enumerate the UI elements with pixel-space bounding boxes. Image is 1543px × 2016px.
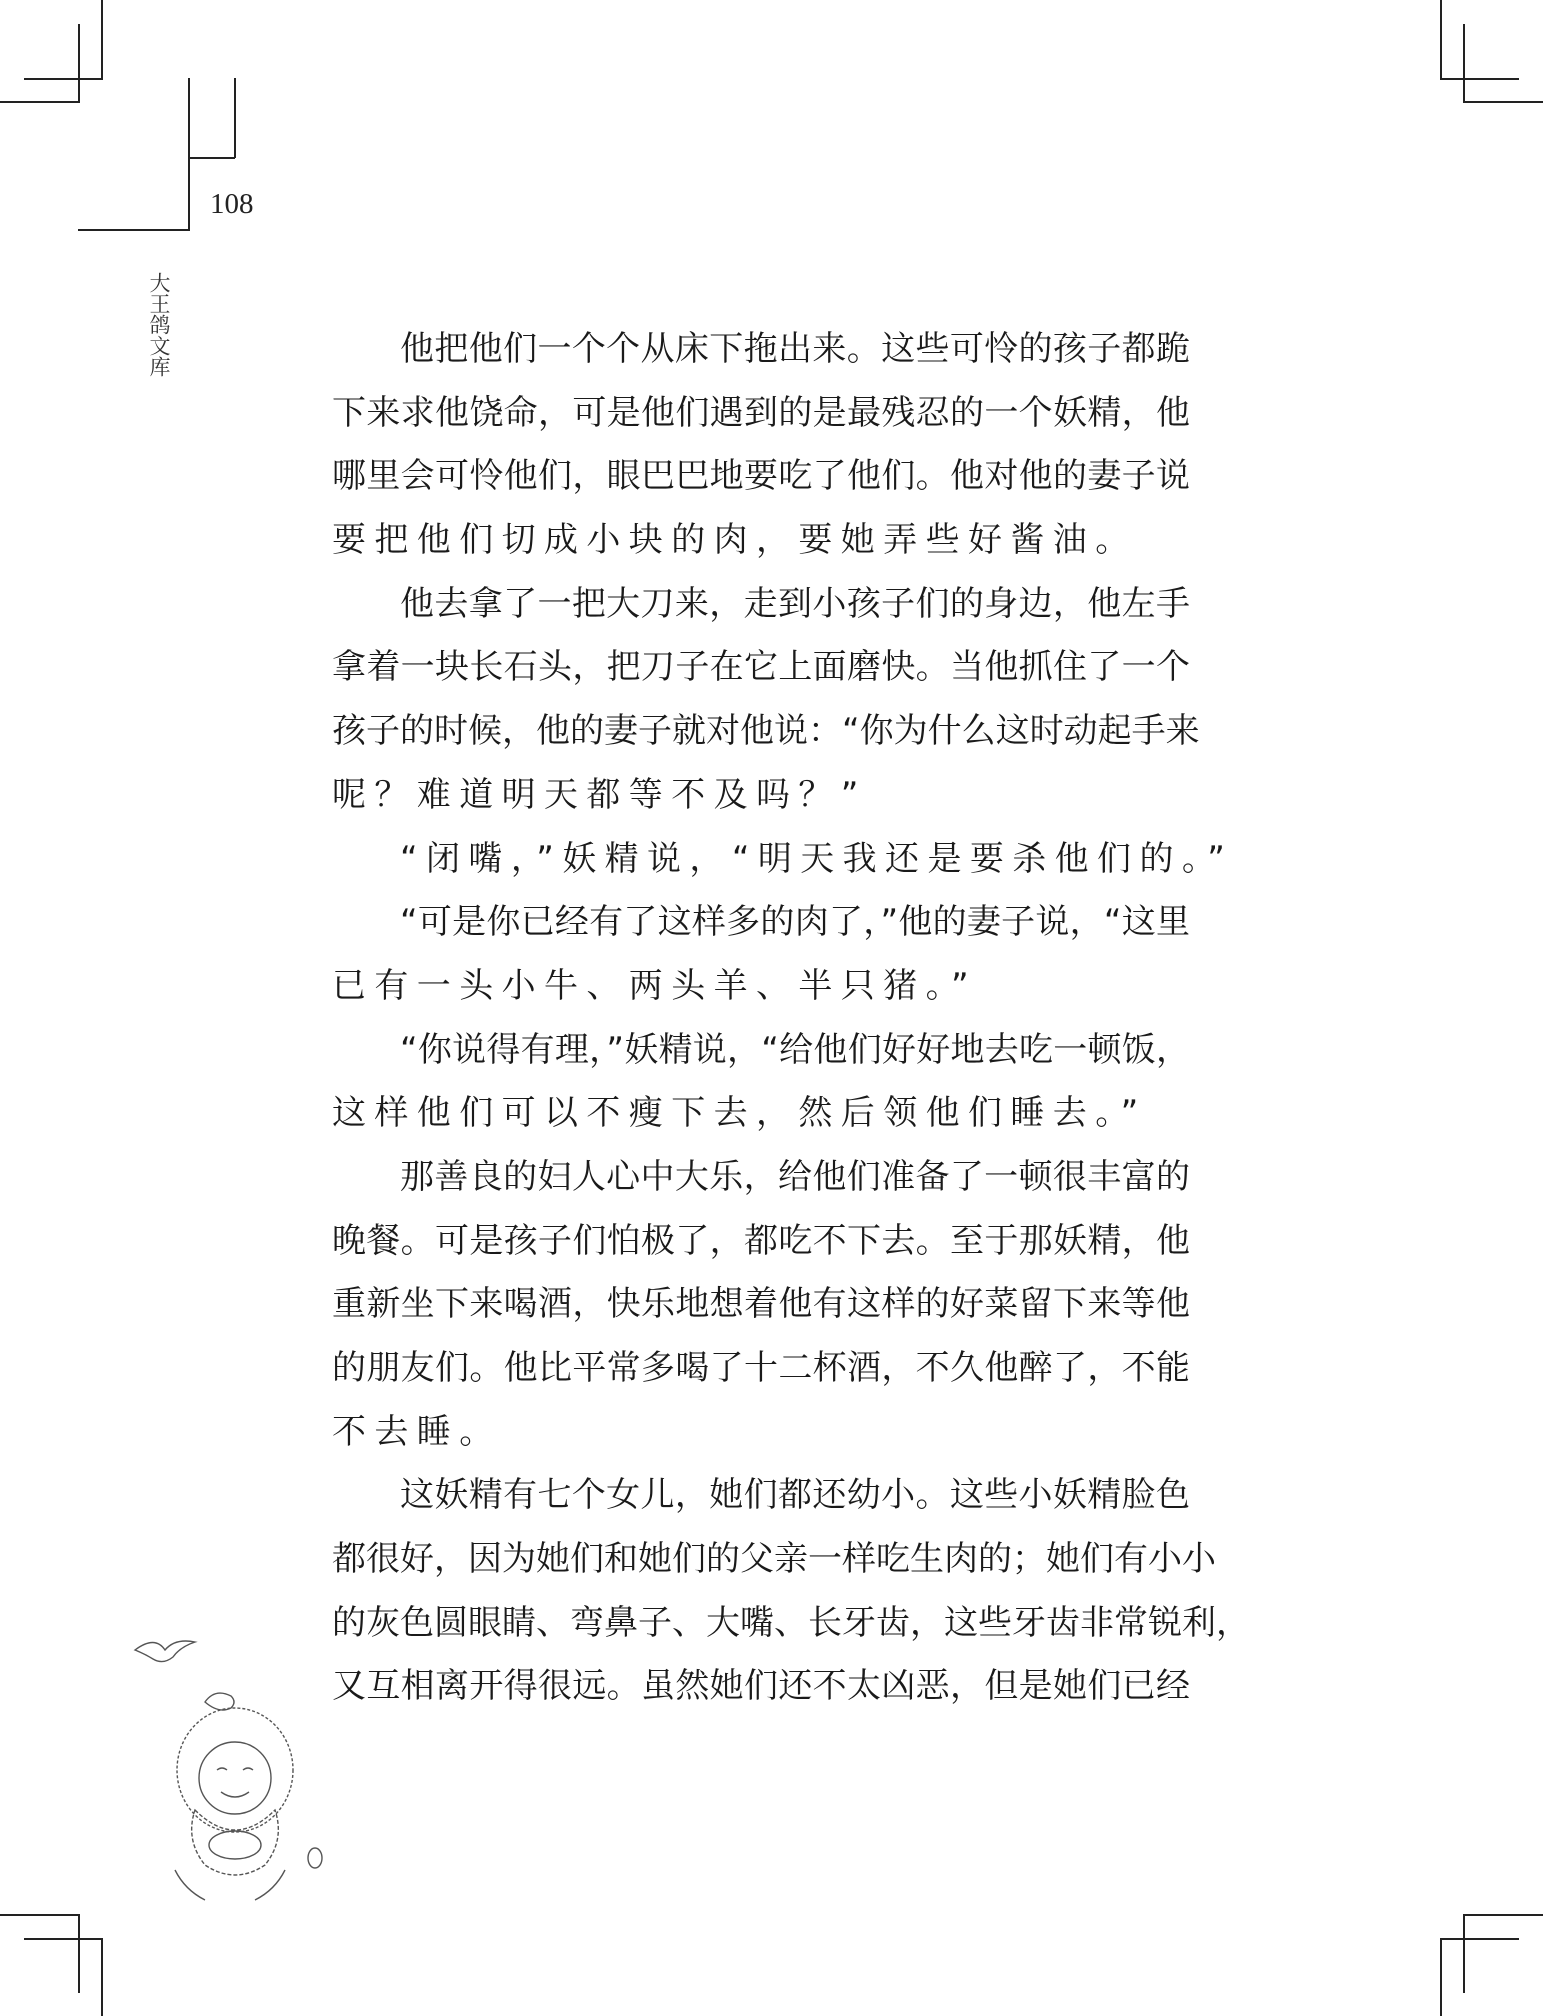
text-line: 要把他们切成小块的肉，要她弄些好酱油。 [332,520,1138,561]
text-line: 又互相离开得很远。虽然她们还不太凶恶，但是她们已经 [332,1666,1190,1707]
text-line: “你说得有理，”妖精说，“给他们好好地去吃一顿饭， [400,1029,1190,1070]
crop-mark [0,101,79,103]
crop-mark [101,1938,103,2016]
crop-mark [1440,78,1519,80]
paragraph [332,573,1200,828]
text-line: 已有一头小牛、两头羊、半只猪。” [332,965,978,1006]
crop-mark [1463,24,1465,103]
crop-mark [1463,1914,1543,1916]
text-line: 哪里会可怜他们，眼巴巴地要吃了他们。他对他的妻子说 [332,456,1190,497]
paragraph [332,1019,1190,1146]
page-number: 108 [210,188,254,220]
text-line: 的朋友们。他比平常多喝了十二杯酒，不久他醉了，不能 [332,1348,1190,1388]
text-line: 重新坐下来喝酒，快乐地想着他有这样的好菜留下来等他 [332,1284,1190,1325]
bird-icon [135,1641,195,1662]
paragraph [332,891,1190,1018]
text-line: 都很好，因为她们和她们的父亲一样吃生肉的；她们有小小 [332,1539,1216,1580]
paragraph [332,1464,1250,1719]
paragraph [332,1146,1190,1464]
crop-mark [1440,1938,1442,2016]
text-line: 他去拿了一把大刀来，走到小孩子们的身边，他左手 [400,583,1190,624]
series-title [146,272,170,383]
text-line: 的灰色圆眼睛、弯鼻子、大嘴、长牙齿，这些牙齿非常锐利， [332,1602,1250,1643]
bird-icon [205,1693,234,1710]
crop-mark [24,1938,103,1940]
text-line: 这样他们可以不瘦下去，然后领他们睡去。” [332,1093,1147,1134]
crop-mark [1463,1914,1465,1993]
crop-mark [1463,101,1543,103]
text-line: 呢？难道明天都等不及吗？” [332,774,867,815]
text-line: “可是你已经有了这样多的肉了，”他的妻子说，“这里 [400,902,1190,943]
crop-mark [1440,0,1442,78]
crop-mark [1440,1938,1519,1940]
text-line: 这妖精有七个女儿，她们都还幼小。这些小妖精脸色 [400,1475,1190,1516]
paragraph [332,318,1190,573]
series-title-text: 大王鸽文库 [147,272,171,377]
crop-mark [24,78,103,80]
crop-mark [0,1914,79,1916]
text-line: 他把他们一个个从床下拖出来。这些可怜的孩子都跪 [400,329,1190,369]
crop-mark [188,78,190,230]
text-line: 不去睡。 [332,1411,502,1452]
text-line: 下来求他饶命，可是他们遇到的是最残忍的一个妖精，他 [332,392,1190,433]
ogre-illustration [125,1620,355,1910]
text-line: 拿着一块长石头，把刀子在它上面磨快。当他抓住了一个 [332,647,1190,688]
crop-mark [234,78,236,158]
body-text [332,318,1250,1719]
crop-mark [78,1914,80,1993]
text-line: 孩子的时候，他的妻子就对他说：“你为什么这时动起手来 [332,711,1200,752]
text-line: 晚餐。可是孩子们怕极了，都吃不下去。至于那妖精，他 [332,1220,1190,1261]
text-line: 那善良的妇人心中大乐，给他们准备了一顿很丰富的 [400,1156,1190,1197]
crop-mark [101,0,103,78]
crop-mark [188,157,235,159]
crop-mark [78,229,190,231]
paragraph [332,828,1234,892]
text-line: “闭嘴，”妖精说，“明天我还是要杀他们的。” [400,838,1234,879]
crop-mark [78,24,80,103]
